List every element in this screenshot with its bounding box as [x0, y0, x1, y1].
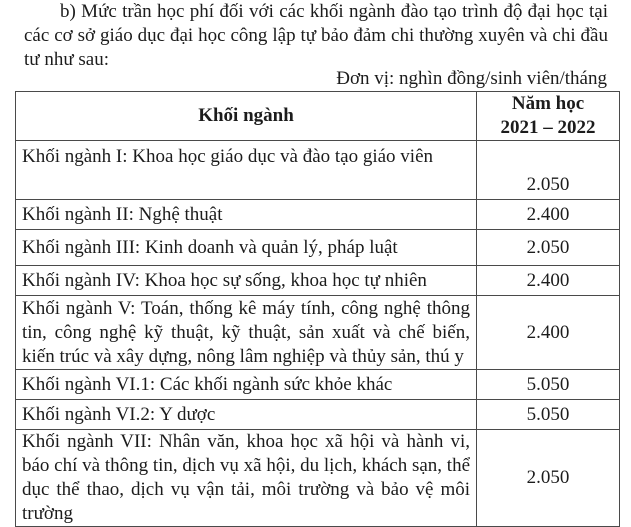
field-group-name: Khối ngành VII: Nhân văn, khoa học xã hội và hành vi, báo chí và thông tin, dịch vụ xã hội, du lịch, khách sạn, thể dục thể thao, dịch vụ vận tải, môi trường và bảo vệ môi trường [16, 430, 477, 527]
header-year-range: 2021 – 2022 [500, 117, 596, 138]
field-group-name: Khối ngành V: Toán, thống kê máy tính, công nghệ thông tin, công nghệ kỹ thuật, kỹ thuật, sản xuất và chế biến, kiến trúc và xây dựng, nông lâm nghiệp và thủy sản, thú y [16, 296, 477, 370]
fee-value: 2.050 [477, 430, 620, 527]
table-row [16, 141, 620, 200]
table-row [16, 266, 620, 296]
header-year-label: Năm học [511, 93, 585, 114]
fee-value: 2.050 [477, 141, 620, 200]
fee-value: 2.050 [477, 230, 620, 266]
table-row [16, 430, 620, 527]
fee-value: 2.400 [477, 200, 620, 230]
field-group-name: Khối ngành III: Kinh doanh và quản lý, pháp luật [16, 230, 477, 266]
table-row [16, 296, 620, 370]
tuition-fee-table [15, 91, 620, 527]
table-row [16, 400, 620, 430]
field-group-name: Khối ngành IV: Khoa học sự sống, khoa học tự nhiên [16, 266, 477, 296]
table-header-row [16, 92, 620, 141]
table-row [16, 370, 620, 400]
fee-value: 2.400 [477, 296, 620, 370]
table-row [16, 230, 620, 266]
table-row [16, 200, 620, 230]
field-group-name: Khối ngành I: Khoa học giáo dục và đào tạo giáo viên [16, 141, 477, 200]
fee-value: 5.050 [477, 400, 620, 430]
unit-note: Đơn vị: nghìn đồng/sinh viên/tháng [336, 68, 607, 89]
field-group-name: Khối ngành VI.2: Y dược [16, 400, 477, 430]
field-group-name: Khối ngành VI.1: Các khối ngành sức khỏe khác [16, 370, 477, 400]
fee-value: 2.400 [477, 266, 620, 296]
header-school-year [477, 92, 620, 141]
fee-value: 5.050 [477, 370, 620, 400]
field-group-name: Khối ngành II: Nghệ thuật [16, 200, 477, 230]
intro-paragraph: b) Mức trần học phí đối với các khối ngành đào tạo trình độ đại học tại các cơ sở giáo dục đại học công lập tự bảo đảm chi thường xuyên và chi đầu tư như sau: [24, 1, 608, 70]
header-field-group: Khối ngành [16, 92, 477, 141]
